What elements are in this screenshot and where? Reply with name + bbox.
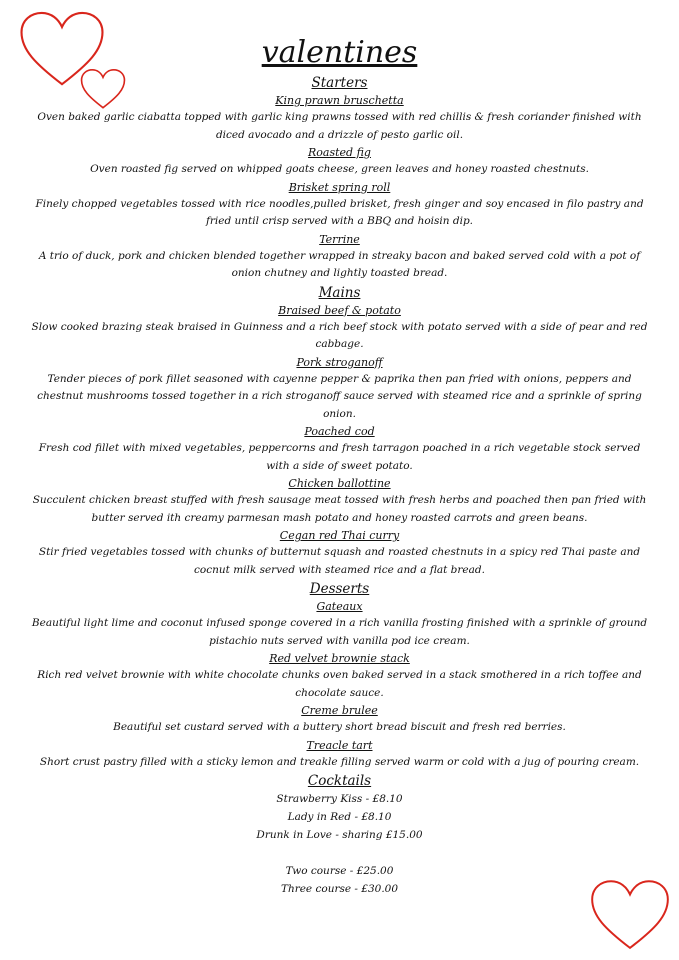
cocktail-item: Lady in Red - £8.10 — [287, 811, 392, 823]
section-desserts — [30, 580, 649, 771]
dish-name: Cegan red Thai curry — [279, 529, 400, 542]
dish-description: Oven baked garlic ciabatta topped with garlic king prawns tossed with red chillis & fresh coriander finished with diced avocado and a drizzle of pesto garlic oil. — [37, 111, 642, 141]
cocktail-item: Drunk in Love - sharing £15.00 — [256, 829, 423, 841]
dish-description: Fresh cod fillet with mixed vegetables, peppercorns and fresh tarragon poached in a rich vegetable stock served with a side of sweet potato. — [38, 442, 641, 472]
cocktail-item: Strawberry Kiss - £8.10 — [276, 793, 403, 805]
menu-title: valentines — [261, 35, 418, 70]
dish-description: Slow cooked brazing steak braised in Guinness and a rich beef stock with potato served with a side of pear and red cabbage. — [31, 320, 648, 350]
dish-description: Oven roasted fig served on whipped goats cheese, green leaves and honey roasted chestnuts. — [90, 163, 589, 175]
dish-name: Pork stroganoff — [296, 355, 383, 369]
dish-name: Poached cod — [304, 425, 375, 438]
price-line: Two course - £25.00 — [285, 865, 394, 877]
dish-description: Beautiful light lime and coconut infused sponge covered in a rich vanilla frosting finished with a sprinkle of ground pistachio nuts served with vanilla pod ice cream. — [31, 617, 648, 647]
dish-name: Chicken ballottine — [288, 477, 391, 490]
dish-name: Red velvet brownie stack — [269, 652, 410, 665]
dish-name: Terrine — [319, 232, 360, 246]
section-title: Desserts — [309, 581, 370, 597]
dish-name: Treacle tart — [306, 738, 373, 752]
section-title: Starters — [311, 75, 368, 91]
dish-name: Brisket spring roll — [288, 180, 391, 194]
dish-description: Finely chopped vegetables tossed with rice noodles,pulled brisket, fresh ginger and soy encased in filo pastry and fried until crisp served with a BBQ and hoisin dip. — [35, 197, 644, 227]
section-starters — [30, 74, 649, 283]
section-title: Cocktails — [307, 773, 372, 789]
menu — [30, 36, 649, 898]
spacer — [30, 844, 649, 862]
section-mains — [30, 284, 649, 580]
dish-description: Succulent chicken breast stuffed with fresh sausage meat tossed with fresh herbs and poached then pan fried with butter served ith creamy parmesan mash potato and honey roasted carrots and green beans. — [32, 494, 647, 524]
dish-description: Short crust pastry filled with a sticky lemon and treakle filling served warm or cold with a jug of pouring cream. — [39, 755, 640, 768]
dish-name: Braised beef & potato — [278, 303, 401, 317]
price-line: Three course - £30.00 — [280, 883, 399, 895]
dish-name: Roasted fig — [308, 146, 371, 159]
dish-name: Gateaux — [316, 600, 363, 613]
dish-description: Rich red velvet brownie with white chocolate chunks oven baked served in a stack smothered in a rich toffee and chocolate sauce. — [37, 669, 642, 699]
dish-description: A trio of duck, pork and chicken blended together wrapped in streaky bacon and baked served cold with a pot of onion chutney and lightly toasted bread. — [38, 249, 641, 279]
dish-description: Tender pieces of pork fillet seasoned with cayenne pepper & paprika then pan fried with onions, peppers and chestnut mushrooms tossed together in a rich stroganoff sauce served with steamed rice and a sprinkle of spring onion. — [37, 372, 642, 420]
dish-name: King prawn bruschetta — [275, 94, 404, 107]
section-title: Mains — [318, 284, 361, 301]
dish-description: Beautiful set custard served with a buttery short bread biscuit and fresh red berries. — [113, 721, 566, 733]
set-prices — [30, 862, 649, 898]
dish-name: Creme brulee — [301, 704, 378, 717]
dish-description: Stir fried vegetables tossed with chunks of butternut squash and roasted chestnuts in a spicy red Thai paste and cocnut milk served with steamed rice and a flat bread. — [38, 546, 641, 576]
section-cocktails — [30, 772, 649, 844]
